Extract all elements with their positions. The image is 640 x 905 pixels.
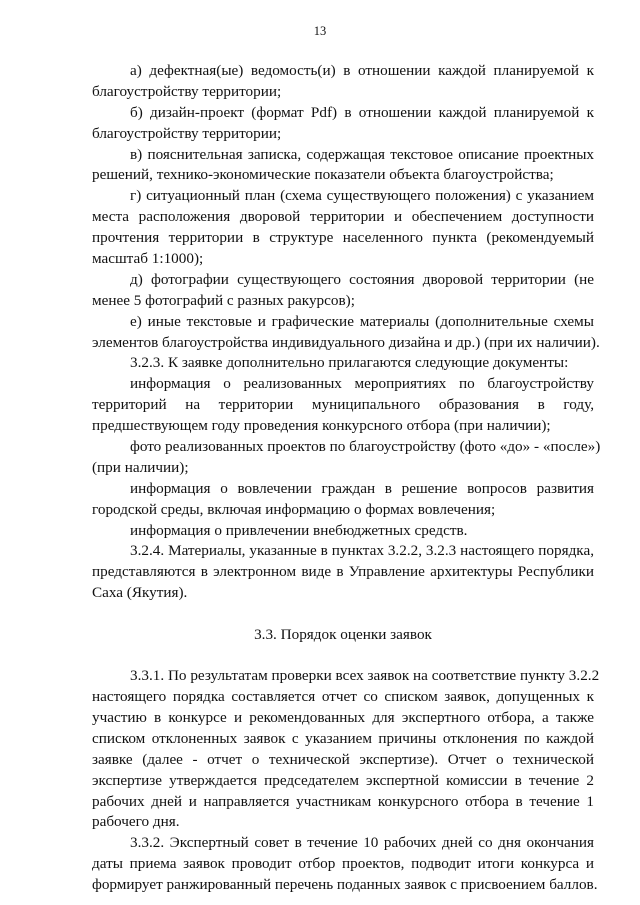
paragraph-line: прочтения территории в структуре населенного пункта (рекомендуемый bbox=[92, 229, 594, 247]
section-heading: 3.3. Порядок оценки заявок bbox=[254, 626, 432, 644]
paragraph-line: места расположения дворовой территории и обеспечением доступности bbox=[92, 208, 594, 226]
paragraph-line: информация о вовлечении граждан в решение вопросов развития bbox=[130, 479, 594, 497]
paragraph bbox=[92, 521, 594, 542]
paragraph-line: г) ситуационный план (схема существующего положения) с указанием bbox=[130, 187, 594, 205]
paragraph-line: менее 5 фотографий с разных ракурсов); bbox=[92, 291, 355, 309]
paragraph bbox=[92, 312, 600, 354]
paragraph-line: в) пояснительная записка, содержащая текстовое описание проектных bbox=[130, 145, 594, 163]
paragraph bbox=[92, 833, 598, 896]
paragraph-line: е) иные текстовые и графические материалы (дополнительные схемы bbox=[130, 312, 594, 330]
paragraph bbox=[92, 103, 594, 145]
paragraph-line: масштаб 1:1000); bbox=[92, 250, 204, 268]
paragraph bbox=[92, 270, 594, 312]
paragraph-line: а) дефектная(ые) ведомость(и) в отношении каждой планируемой к bbox=[130, 62, 594, 79]
paragraph-line: д) фотографии существующего состояния дворовой территории (не bbox=[130, 270, 594, 288]
paragraph-line: информация о привлечении внебюджетных средств. bbox=[130, 521, 468, 539]
paragraph-line: 3.3.1. По результатам проверки всех заявок на соответствие пункту 3.2.2 bbox=[130, 667, 600, 685]
paragraph-line: фото реализованных проектов по благоустройству (фото «до» - «после») bbox=[130, 438, 601, 456]
paragraph-line: предшествующем году проведения конкурсного отбора (при наличии); bbox=[92, 417, 551, 435]
paragraph-line: списком отклоненных заявок с указанием причины отклонения по каждой bbox=[92, 729, 594, 747]
paragraph bbox=[92, 374, 594, 437]
paragraph-line: экспертизе утверждается председателем экспертной комиссии в течение 2 bbox=[92, 771, 594, 789]
paragraph-line: решений, технико-экономические показатели объекта благоустройства; bbox=[92, 166, 554, 184]
spacer bbox=[92, 604, 594, 624]
paragraph-line: благоустройству территории; bbox=[92, 82, 282, 100]
paragraph bbox=[92, 666, 600, 833]
paragraph bbox=[92, 145, 594, 187]
paragraph bbox=[92, 437, 601, 479]
paragraph-line: 3.2.4. Материалы, указанные в пунктах 3.2.2, 3.2.3 настоящего порядка, bbox=[130, 542, 594, 560]
paragraph-line: заявке (далее - отчет о технической экспертизе). Отчет о технической bbox=[92, 750, 594, 768]
paragraph-line: (при наличии); bbox=[92, 458, 189, 476]
paragraph bbox=[92, 541, 594, 604]
paragraph-line: участию в конкурсе и рекомендованных для экспертного отбора, а также bbox=[92, 708, 594, 726]
paragraph-line: представляются в электронном виде в Управление архитектуры Республики bbox=[92, 563, 594, 581]
page-content bbox=[92, 61, 601, 896]
paragraph-line: 3.3.2. Экспертный совет в течение 10 рабочих дней со дня окончания bbox=[130, 834, 594, 852]
paragraph-line: благоустройству территории; bbox=[92, 124, 282, 142]
paragraph-line: настоящего порядка составляется отчет со списком заявок, допущенных к bbox=[92, 688, 594, 706]
page-number: 13 bbox=[313, 24, 327, 38]
paragraph-line: б) дизайн-проект (формат Pdf) в отношении каждой планируемой к bbox=[130, 103, 594, 121]
paragraph-line: Саха (Якутия). bbox=[92, 584, 188, 602]
paragraph bbox=[92, 353, 594, 374]
paragraph-line: рабочих дней и направляется участникам конкурсного отбора в течение 1 bbox=[92, 792, 594, 810]
paragraph-line: территорий на территории муниципального образования в году, bbox=[92, 396, 594, 414]
paragraph bbox=[92, 61, 594, 103]
paragraph-line: даты приема заявок проводит отбор проектов, подводит итоги конкурса и bbox=[92, 855, 594, 873]
paragraph-line: рабочего дня. bbox=[92, 813, 180, 831]
spacer bbox=[92, 645, 594, 666]
requirements-block bbox=[92, 61, 601, 604]
paragraph-line: формирует ранжированный перечень поданных заявок с присвоением баллов. bbox=[92, 876, 598, 894]
paragraph bbox=[92, 186, 594, 270]
paragraph-line: элементов благоустройства индивидуального дизайна и др.) (при их наличии). bbox=[92, 333, 600, 351]
paragraph-line: 3.2.3. К заявке дополнительно прилагаются следующие документы: bbox=[130, 354, 569, 372]
paragraph bbox=[92, 479, 594, 521]
paragraph-line: городской среды, включая информацию о формах вовлечения; bbox=[92, 500, 496, 518]
paragraph-line: информация о реализованных мероприятиях по благоустройству bbox=[130, 375, 594, 393]
evaluation-block bbox=[92, 666, 600, 896]
